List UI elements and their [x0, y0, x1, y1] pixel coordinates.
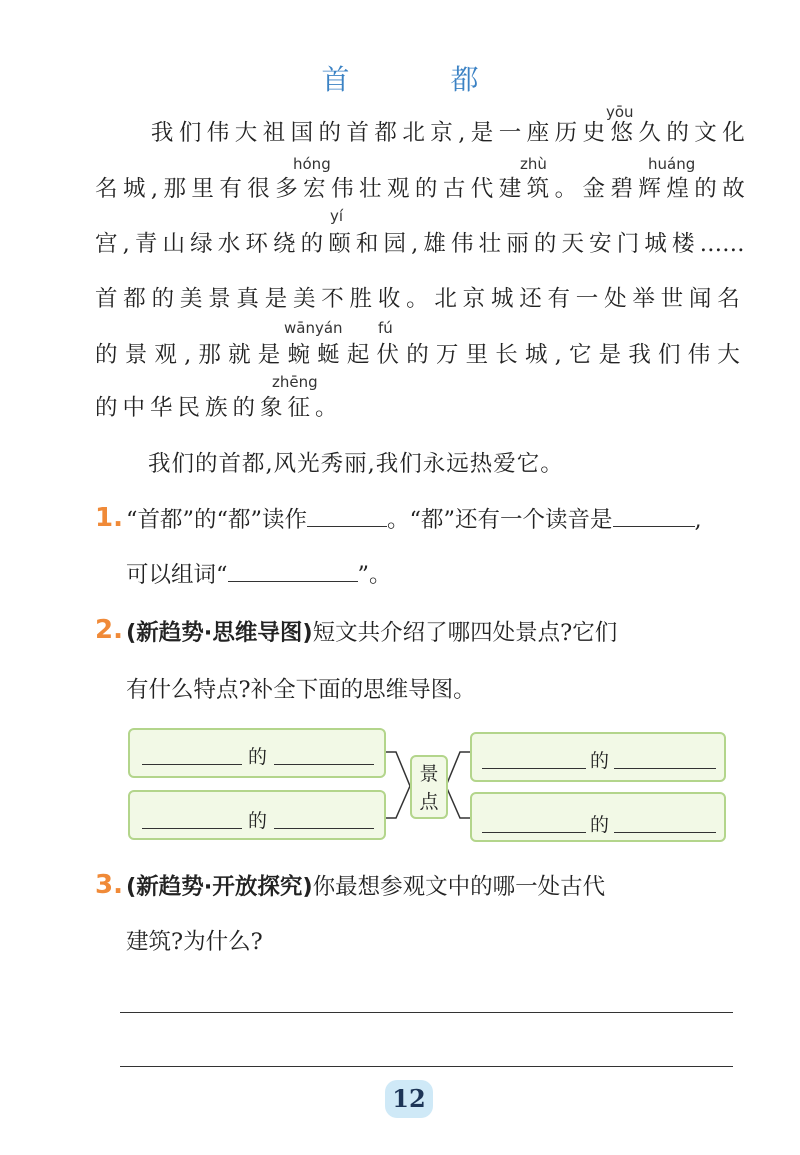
passage-char: 京 — [462, 286, 486, 312]
passage-char: 历 — [554, 120, 578, 146]
center-char-1: 景 — [419, 763, 439, 785]
passage-char: 安 — [589, 231, 612, 257]
blank-line[interactable] — [614, 768, 716, 769]
answer-line-2[interactable] — [120, 1066, 733, 1067]
passage-char: 都 — [374, 120, 397, 146]
passage-char: 万 — [435, 342, 459, 368]
passage-char: 祖 — [262, 120, 286, 146]
page-title: 首 都 — [321, 63, 525, 96]
passage-char: 里 — [465, 342, 489, 368]
passage-char: 那 — [198, 342, 221, 368]
passage-char: 的 — [151, 286, 175, 312]
answer-line-1[interactable] — [120, 1012, 733, 1013]
passage-char: 收 — [377, 286, 401, 312]
question-3-number: 3. — [95, 870, 123, 900]
passage-char: 观 — [386, 176, 410, 202]
question-1-blank-2[interactable] — [613, 504, 695, 527]
passage-char: 文 — [694, 120, 717, 146]
passage-char: 不 — [321, 286, 344, 312]
mind-map — [128, 728, 728, 848]
passage-char: 我 — [628, 342, 651, 368]
passage-char: 景 — [124, 342, 148, 368]
passage-char: 的 — [95, 342, 118, 368]
passage-char: 们 — [178, 120, 202, 146]
passage-char: 北 — [402, 120, 425, 146]
question-2-line-1 — [126, 617, 617, 649]
passage-char: 绿 — [190, 231, 213, 257]
question-3-text-1: 你最想参观文中的哪一处古代 — [312, 874, 606, 900]
mind-map-box-right-top — [470, 732, 726, 782]
passage-char: 蜒 — [317, 342, 340, 368]
question-1-number: 1. — [95, 503, 123, 533]
blank-line[interactable] — [482, 832, 586, 833]
question-3-tag: (新趋势·开放探究) — [126, 874, 313, 900]
passage-char: , — [150, 176, 159, 202]
de-label: 的 — [590, 750, 610, 772]
passage-char: 青 — [134, 231, 158, 257]
de-label: 的 — [248, 810, 268, 832]
blank-line[interactable] — [142, 828, 242, 829]
passage-char: 。 — [554, 176, 578, 202]
passage-char: 城 — [490, 286, 514, 312]
pinyin-fu: fú — [378, 319, 393, 337]
blank-line[interactable] — [142, 764, 242, 765]
question-1-blank-1[interactable] — [307, 504, 387, 527]
passage-char: 壮 — [478, 231, 502, 257]
passage-char: 美 — [292, 286, 316, 312]
passage-char: 真 — [236, 286, 259, 312]
passage-char: 一 — [575, 286, 599, 312]
passage-char: 和 — [355, 231, 379, 257]
passage-char: 楼 — [672, 231, 695, 257]
passage-char: , — [184, 342, 192, 368]
passage-line-3 — [95, 228, 745, 260]
passage-char — [95, 117, 118, 149]
passage-char: 的 — [666, 120, 689, 146]
passage-char: 金 — [582, 176, 606, 202]
passage-char: 是 — [264, 286, 288, 312]
passage-char: 蜿 — [287, 342, 310, 368]
passage-char: 有 — [547, 286, 571, 312]
question-1-text-e: ”。 — [357, 562, 392, 588]
passage-char: 伏 — [376, 342, 400, 368]
passage-char: 绕 — [273, 231, 296, 257]
pinyin-yi: yí — [330, 207, 344, 225]
question-3-line-2: 建筑?为什么? — [126, 929, 263, 955]
passage-char: 伟 — [206, 120, 230, 146]
passage-char: 宫 — [95, 231, 118, 257]
passage-line-4 — [95, 283, 740, 315]
passage-char: 煌 — [666, 176, 689, 202]
passage-char: 颐 — [328, 231, 351, 257]
pinyin-zheng: zhēng — [272, 373, 318, 391]
passage-char: 胜 — [349, 286, 373, 312]
passage-char: 的 — [414, 176, 438, 202]
passage-char: 的 — [533, 231, 557, 257]
passage-char: 国 — [290, 120, 314, 146]
passage-line-5 — [95, 339, 740, 371]
passage-char: 我 — [150, 120, 174, 146]
blank-line[interactable] — [482, 768, 586, 769]
passage-char: 举 — [632, 286, 655, 312]
page-number: 12 — [385, 1080, 433, 1118]
passage-char: 京 — [430, 120, 453, 146]
passage-char: 里 — [191, 176, 214, 202]
question-1-text-c: , — [694, 507, 702, 533]
pinyin-hong: hóng — [293, 155, 331, 173]
mind-map-box-left-top — [128, 728, 386, 778]
mind-map-box-right-bottom — [470, 792, 726, 842]
passage-char: 名 — [95, 176, 118, 202]
passage-char — [123, 117, 146, 149]
passage-char: 的 — [318, 120, 342, 146]
passage-char: 环 — [245, 231, 268, 257]
passage-char: 美 — [179, 286, 203, 312]
passage-char: 门 — [616, 231, 640, 257]
passage-line-6: 的中华民族的象征。 — [95, 395, 343, 421]
de-label: 的 — [590, 814, 610, 836]
question-2-text-1: 短文共介绍了哪四处景点?它们 — [312, 620, 618, 646]
mind-map-center — [410, 755, 448, 819]
blank-line[interactable] — [274, 828, 374, 829]
question-1-text-b: 。“都”还有一个读音是 — [387, 507, 613, 533]
question-2-line-2: 有什么特点?补全下面的思维导图。 — [126, 677, 476, 703]
passage-char: 很 — [247, 176, 270, 202]
passage-char: 名 — [717, 286, 740, 312]
passage-char: 天 — [561, 231, 585, 257]
passage-char: 辉 — [638, 176, 661, 202]
passage-char: 一 — [498, 120, 522, 146]
passage-char: 的 — [300, 231, 324, 257]
passage-char: , — [122, 231, 130, 257]
passage-char: 景 — [208, 286, 231, 312]
passage-char: 大 — [717, 342, 740, 368]
passage-char: 碧 — [610, 176, 633, 202]
passage-char: 北 — [434, 286, 457, 312]
passage-char: 雄 — [423, 231, 446, 257]
passage-char: 那 — [163, 176, 186, 202]
passage-char: 的 — [694, 176, 717, 202]
passage-char: 园 — [383, 231, 407, 257]
blank-line[interactable] — [614, 832, 716, 833]
passage-char: 都 — [123, 286, 146, 312]
passage-char: 还 — [519, 286, 542, 312]
passage-char: 故 — [722, 176, 745, 202]
passage-char: …… — [699, 231, 745, 257]
passage-char: 首 — [95, 286, 118, 312]
passage-char: 是 — [598, 342, 622, 368]
passage-char: 它 — [568, 342, 592, 368]
question-1-blank-3[interactable] — [228, 559, 358, 582]
pinyin-huang: huáng — [648, 155, 696, 173]
passage-char: 们 — [658, 342, 681, 368]
passage-char: 首 — [346, 120, 369, 146]
passage-char: 是 — [257, 342, 281, 368]
passage-char: 的 — [406, 342, 429, 368]
passage-char: 筑 — [526, 176, 550, 202]
center-char-2: 点 — [419, 791, 439, 813]
question-1-line-2 — [126, 559, 392, 591]
question-2-tag: (新趋势·思维导图) — [126, 620, 313, 646]
passage-char: 处 — [604, 286, 627, 312]
passage-char: 久 — [638, 120, 661, 146]
passage-char: 是 — [470, 120, 494, 146]
passage-char: 建 — [498, 176, 522, 202]
passage-char: 古 — [442, 176, 466, 202]
passage-char: , — [411, 231, 419, 257]
passage-char: 伟 — [687, 342, 711, 368]
passage-char: 城 — [122, 176, 146, 202]
passage-char: , — [554, 342, 562, 368]
passage-char: 城 — [524, 342, 548, 368]
passage-char: , — [458, 120, 466, 146]
passage-char: 代 — [470, 176, 494, 202]
passage-char: 宏 — [303, 176, 326, 202]
question-3-line-1 — [126, 871, 605, 903]
passage-char: 伟 — [331, 176, 354, 202]
passage-line-2 — [95, 173, 745, 205]
passage-char: 起 — [346, 342, 370, 368]
passage-char: 壮 — [359, 176, 382, 202]
passage-char: 座 — [526, 120, 550, 146]
pinyin-you: yōu — [606, 103, 634, 121]
passage-char: 就 — [228, 342, 251, 368]
question-2-number: 2. — [95, 615, 123, 645]
passage-char: 城 — [644, 231, 667, 257]
passage-char: 史 — [582, 120, 606, 146]
passage-char: 伟 — [451, 231, 474, 257]
passage-char: 有 — [219, 176, 242, 202]
passage-char: 长 — [495, 342, 518, 368]
passage-char: 闻 — [688, 286, 712, 312]
de-label: 的 — [248, 746, 268, 768]
blank-line[interactable] — [274, 764, 374, 765]
passage-char: 大 — [234, 120, 258, 146]
passage-char: 悠 — [610, 120, 633, 146]
pinyin-zhu: zhù — [520, 155, 547, 173]
pinyin-wanyan: wānyán — [284, 319, 343, 337]
passage-char: 山 — [162, 231, 186, 257]
question-1-text-a: “首都”的“都”读作 — [126, 507, 308, 533]
question-1-line-1 — [126, 504, 702, 536]
passage-char: 观 — [154, 342, 177, 368]
question-1-text-d: 可以组词“ — [126, 562, 228, 588]
mind-map-box-left-bottom — [128, 790, 386, 840]
passage-line-1 — [95, 117, 745, 149]
passage-char: 水 — [217, 231, 241, 257]
passage-char: 丽 — [506, 231, 529, 257]
passage-char: 化 — [722, 120, 745, 146]
passage-closing: 我们的首都,风光秀丽,我们永远热爱它。 — [148, 451, 564, 477]
passage-char: 多 — [275, 176, 298, 202]
passage-char: 。 — [406, 286, 429, 312]
passage-char: 世 — [660, 286, 684, 312]
